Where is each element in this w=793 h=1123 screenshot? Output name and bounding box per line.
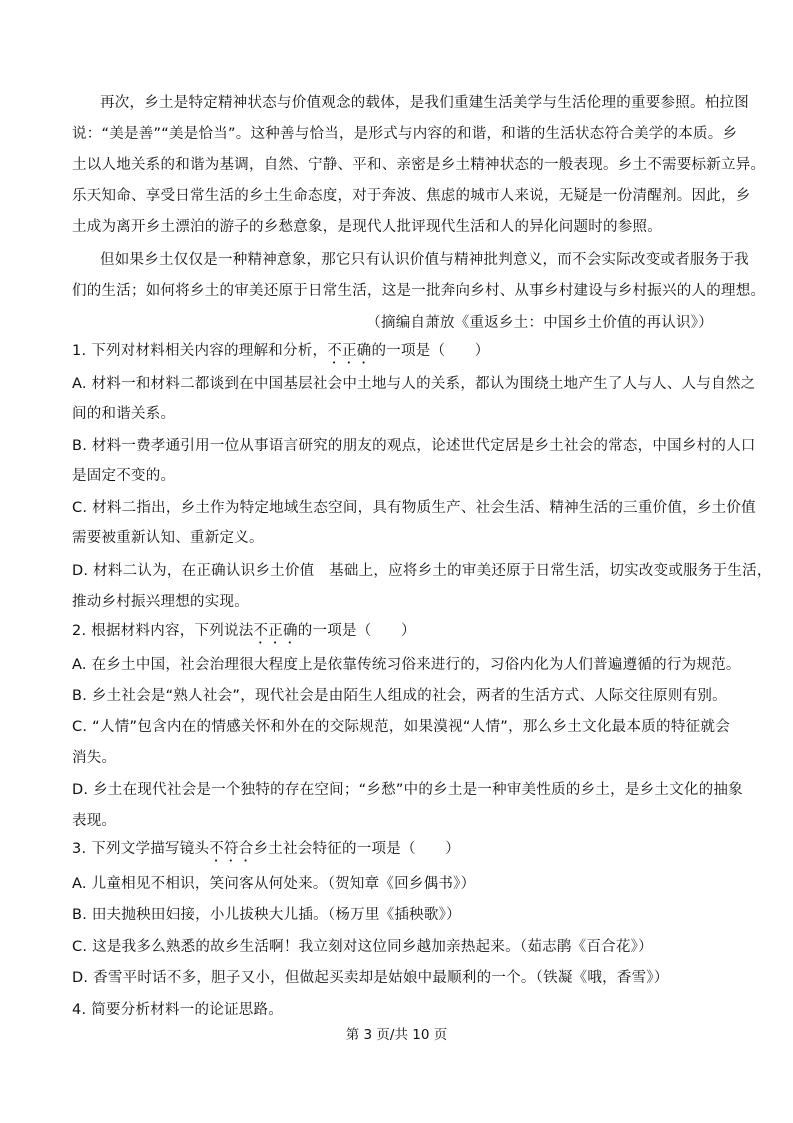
q2-option-a: A. 在乡土中国，社会治理很大程度上是依靠传统习俗来进行的，习俗内化为人们普遍遵循的行为规范。 bbox=[72, 657, 741, 673]
passage-p2-line1: 但如果乡土仅仅是一种精神意象，那它只有认识价值与精神批判意义，而不会实际改变或者服务于我 bbox=[100, 252, 749, 268]
q1-option-a-line1: A. 材料一和材料二都谈到在中国基层社会中土地与人的关系，都认为围绕土地产生了人与人、人与自然之 bbox=[72, 376, 756, 392]
q1-option-a-line2: 间的和谐关系。 bbox=[72, 406, 176, 422]
passage-p1-line2: 说：“美是善”“美是恰当”。这种善与恰当，是形式与内容的和谐，和谐的生活状态符合美学的本质。乡 bbox=[72, 126, 738, 142]
q2-stem-pre: 2. 根据材料内容，下列说法 bbox=[72, 623, 254, 639]
q3-option-b: B. 田夫抛秧田妇接，小儿拔秧大儿插。（杨万里《插秧歌》） bbox=[72, 907, 461, 923]
q2-option-c-line2: 消失。 bbox=[72, 750, 117, 766]
passage-p1-line1: 再次，乡土是特定精神状态与价值观念的载体，是我们重建生活美学与生活伦理的重要参照。柏拉图 bbox=[100, 95, 749, 111]
q2-option-d-line1: D. 乡土在现代社会是一个独特的存在空间；“乡愁”中的乡土是一种审美性质的乡土，是乡土文化的抽象 bbox=[72, 782, 743, 798]
q3-stem bbox=[72, 839, 730, 865]
passage-p1-line4: 乐天知命、享受日常生活的乡土生命态度，对于奔波、焦虑的城市人来说，无疑是一份清醒剂。因此，乡 bbox=[72, 188, 751, 204]
q2-stem-post: 的一项是（ ） bbox=[297, 623, 416, 639]
q1-option-c-line2: 需要被重新认知、重新定义。 bbox=[72, 530, 264, 546]
passage-p2-line2: 们的生活；如何将乡土的审美还原于日常生活，这是一批奔向乡村、从事乡村建设与乡村振兴的人的理想。 bbox=[72, 283, 766, 299]
q1-option-d-line2: 推动乡村振兴理想的实现。 bbox=[72, 594, 249, 610]
q3-stem-pre: 3. 下列文学描写镜头 bbox=[72, 841, 210, 857]
q2-stem bbox=[72, 621, 730, 647]
q1-option-d-line1: D. 材料二认为，在正确认识乡土价值 基础上，应将乡土的审美还原于日常生活，切实改变或服务于生活， bbox=[72, 563, 772, 579]
q3-stem-post: 乡土社会特征的一项是（ ） bbox=[253, 841, 460, 857]
passage-p1-line3: 土以人地关系的和谐为基调，自然、宁静、平和、亲密是乡土精神状态的一般表现。乡土不需要标新立异。 bbox=[72, 157, 766, 173]
page-number-footer: 第 3 页/共 10 页 bbox=[345, 1027, 448, 1043]
q2-stem-emphasis: 不正确 bbox=[253, 623, 298, 639]
q3-stem-emphasis: 不符合 bbox=[209, 841, 254, 857]
q3-option-c: C. 这是我多么熟悉的故乡生活啊！我立刻对这位同乡越加亲热起来。（茹志鹃《百合花》） bbox=[72, 939, 653, 955]
q1-stem-post: 的一项是（ ） bbox=[371, 343, 490, 359]
q1-stem bbox=[72, 341, 730, 367]
q1-option-b-line2: 是固定不变的。 bbox=[72, 468, 176, 484]
q4-stem: 4. 简要分析材料一的论证思路。 bbox=[72, 1002, 283, 1018]
q1-stem-emphasis: 不正确 bbox=[327, 343, 372, 359]
q3-option-d: D. 香雪平时话不多，胆子又小，但做起买卖却是姑娘中最顺利的一个。（铁凝《哦，香雪》） bbox=[72, 970, 669, 986]
q1-stem-pre: 1. 下列对材料相关内容的理解和分析， bbox=[72, 343, 328, 359]
q1-option-c-line1: C. 材料二指出，乡土作为特定地域生态空间，具有物质生产、社会生活、精神生活的三重价值，乡土价值 bbox=[72, 500, 756, 516]
q2-option-b: B. 乡土社会是“熟人社会”，现代社会是由陌生人组成的社会，两者的生活方式、人际交往原则有别。 bbox=[72, 688, 727, 704]
q3-option-a: A. 儿童相见不相识，笑问客从何处来。（贺知章《回乡偶书》） bbox=[72, 876, 476, 892]
q2-option-c-line1: C. “人情”包含内在的情感关怀和外在的交际规范，如果漠视“人情”，那么乡土文化最本质的特征就会 bbox=[72, 719, 730, 735]
q2-option-d-line2: 表现。 bbox=[72, 813, 117, 829]
q1-option-b-line1: B. 材料一费孝通引用一位从事语言研究的朋友的观点，论述世代定居是乡土社会的常态，中国乡村的人口 bbox=[72, 438, 756, 454]
passage-source: （摘编自萧放《重返乡土：中国乡土价值的再认识》） bbox=[366, 315, 713, 331]
passage-p1-line5: 土成为离开乡土漂泊的游子的乡愁意象，是现代人批评现代生活和人的异化问题时的参照。 bbox=[72, 219, 662, 235]
